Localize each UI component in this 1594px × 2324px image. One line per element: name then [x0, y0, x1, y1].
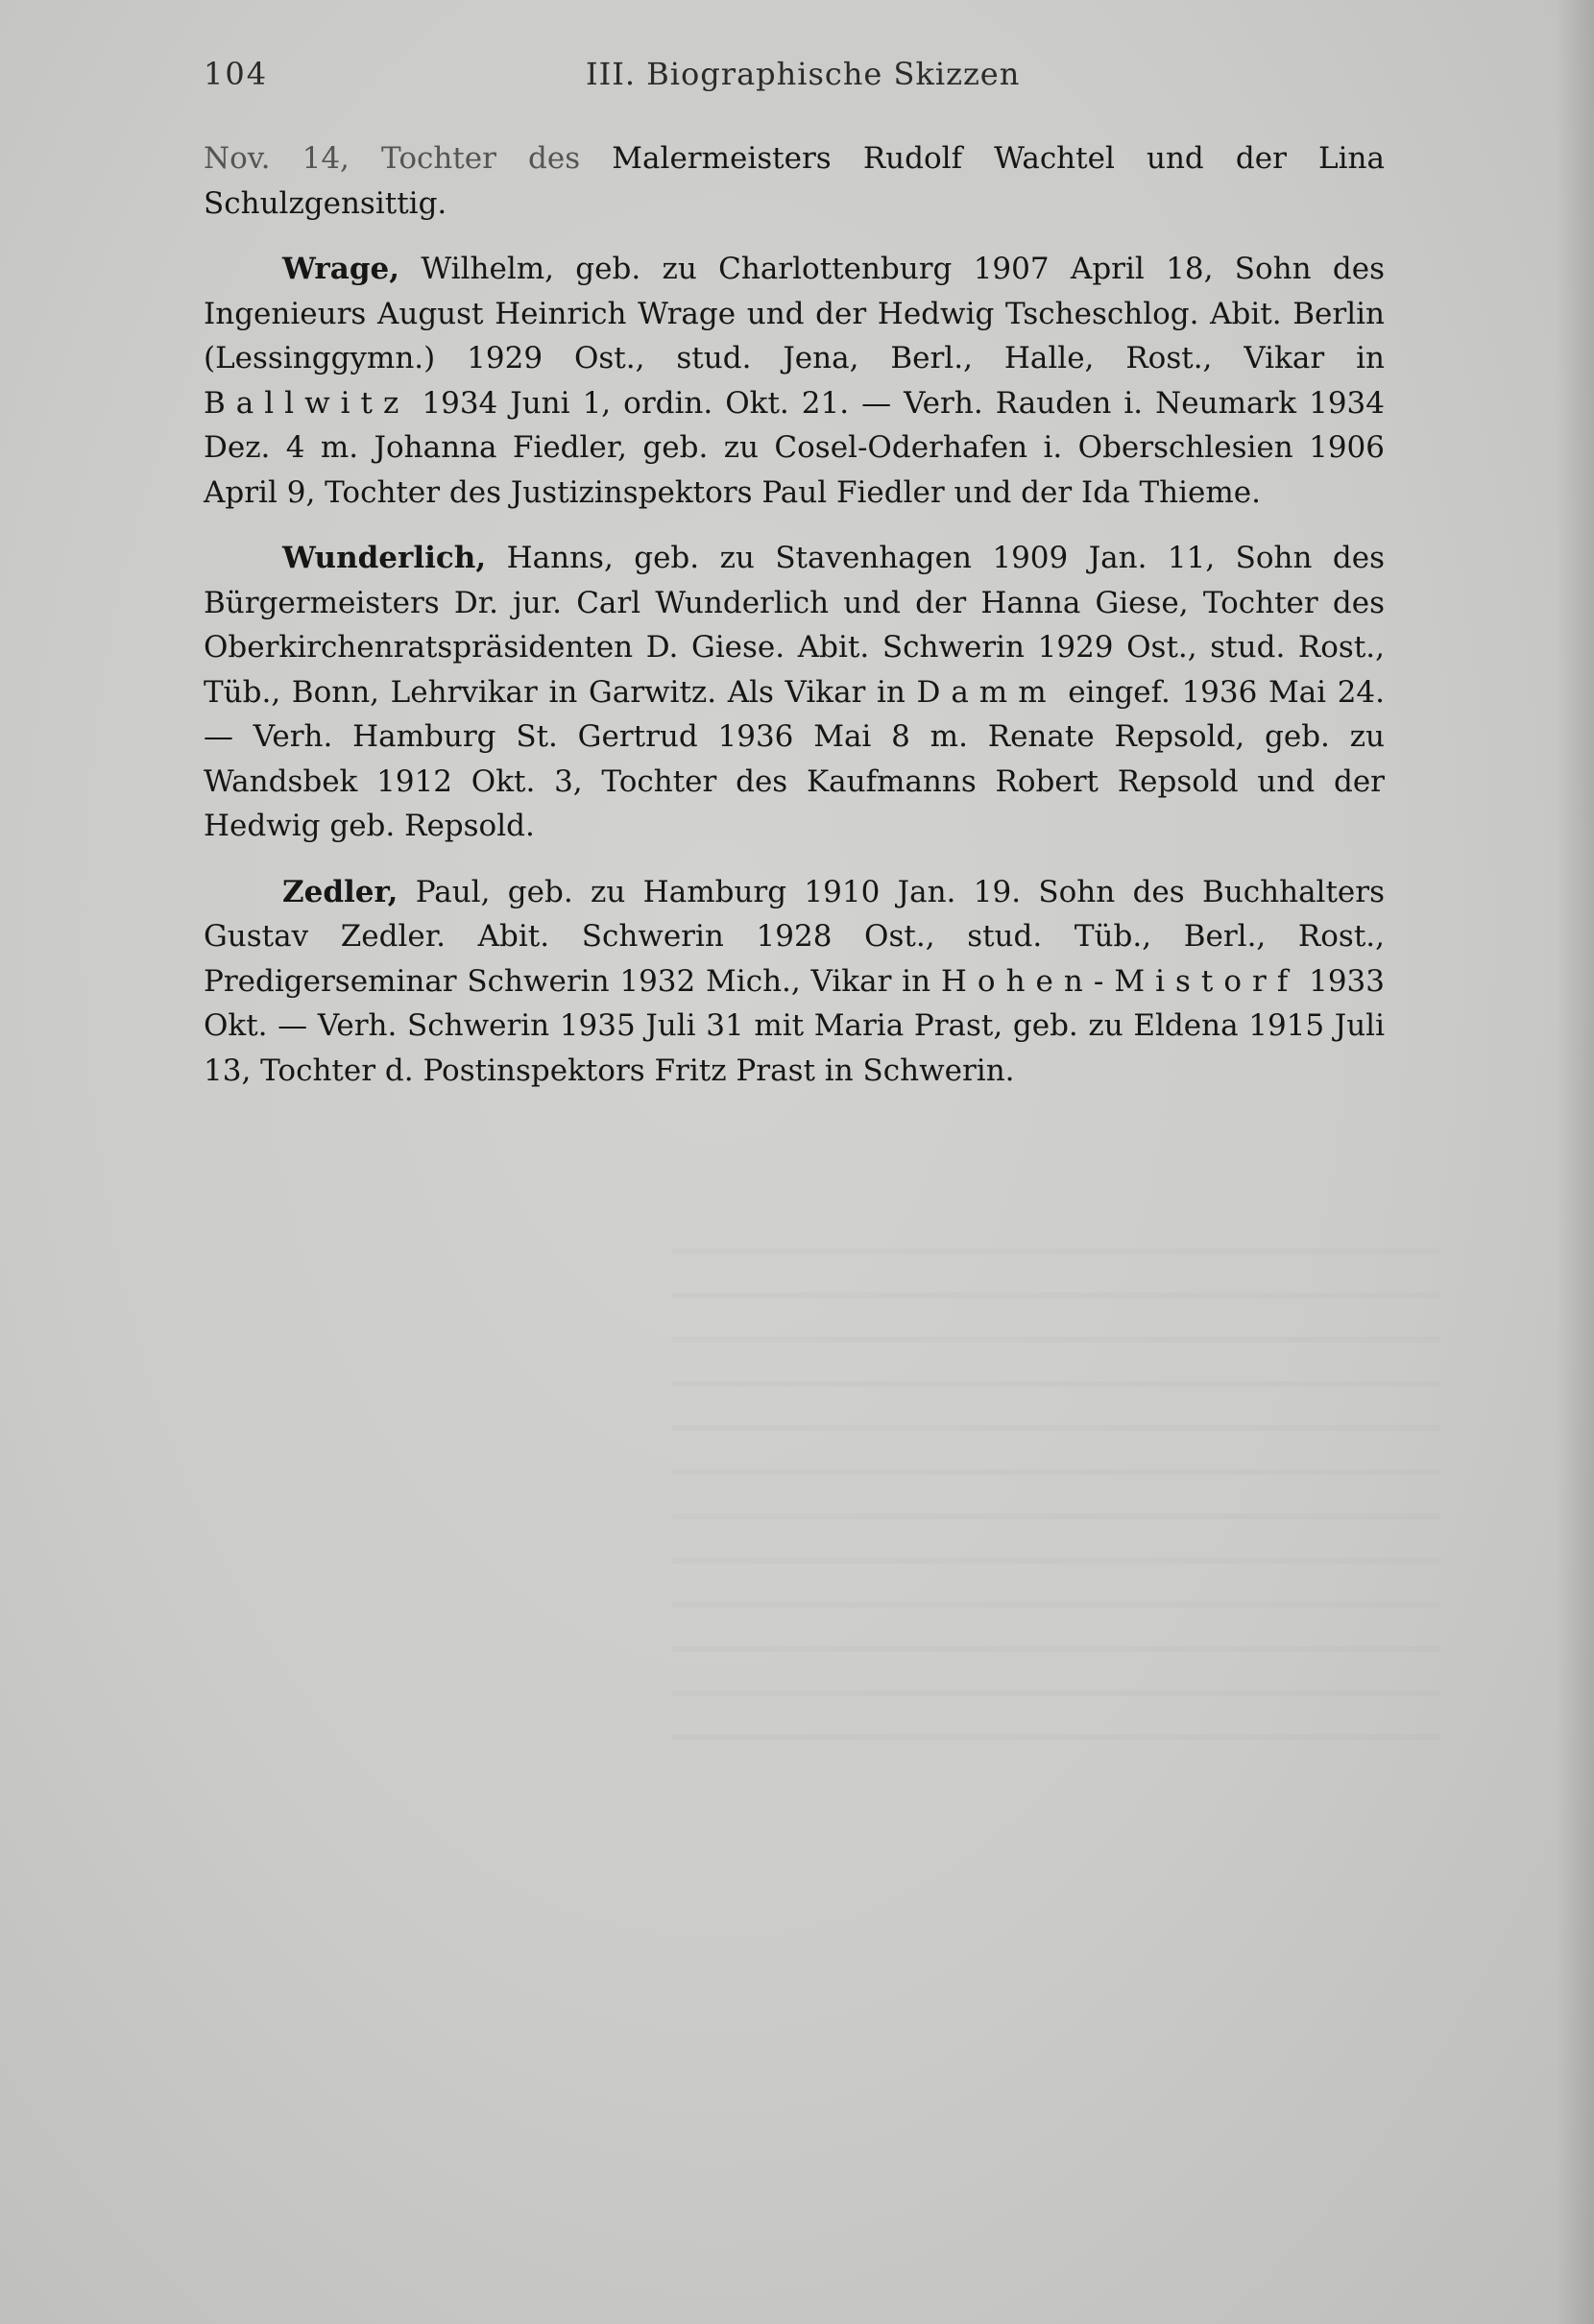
entry-text-part-b: 1933 Okt. — Verh. Schwerin 1935 Juli 31 mit Maria Prast, geb. zu Eldena 1915 Juli 13, Tochter d. Postinspektors Fritz Prast in Schwerin.: [204, 963, 1386, 1088]
entry-text-part-b: 1934 Juni 1, ordin. Okt. 21. — Verh. Rauden i. Neumark 1934 Dez. 4 m. Johanna Fiedler, geb. zu Cosel-Oderhafen i. Oberschlesien 1906 April 9, Tochter des Justizinspektors Paul Fiedler und der Ida Thieme.: [204, 385, 1385, 510]
entry-text-part-a: Hanns, geb. zu Stavenhagen 1909 Jan. 11, Sohn des Bürgermeisters Dr. jur. Carl Wunderlich und der Hanna Giese, Tochter des Oberkirchenratspräsidenten D. Giese. Abit. Schwerin 1929 Ost., stud. Rost., Tüb., Bonn, Lehrvikar in Garwitz. Als Vikar in: [204, 541, 1385, 710]
entry-lead-faded: Nov. 14, Tochter des: [204, 141, 581, 176]
entry-place: Damm: [916, 674, 1057, 710]
show-through-texture: [672, 1248, 1440, 1748]
running-head: [204, 56, 1385, 104]
page-edge-shadow: [1556, 0, 1594, 2324]
entry-name: Wrage,: [282, 252, 400, 286]
running-head-title: III. Biographische Skizzen: [586, 56, 1021, 92]
entry-name: Zedler,: [282, 874, 398, 909]
entry-text-part-a: Paul, geb. zu Hamburg 1910 Jan. 19. Sohn des Buchhalters Gustav Zedler. Abit. Schwerin 1928 Ost., stud. Tüb., Berl., Rost., Predigerseminar Schwerin 1932 Mich., Vikar in: [204, 874, 1385, 999]
entry-place: Ballwitz: [204, 385, 410, 421]
entry-text-part-b: eingef. 1936 Mai 24. — Verh. Hamburg St. Gertrud 1936 Mai 8 m. Renate Repsold, geb. zu Wandsbek 1912 Okt. 3, Tochter des Kaufmanns Robert Repsold und der Hedwig geb. Repsold.: [204, 674, 1385, 843]
entry-wunderlich: [204, 536, 1385, 849]
entry-text: Malermeisters Rudolf Wachtel und der Lina Schulzgensittig.: [204, 141, 1385, 221]
entry-name: Wunderlich,: [282, 541, 487, 575]
entry-zedler: [204, 870, 1385, 1094]
page-number: 104: [204, 56, 269, 92]
entry-continuation: [204, 136, 1385, 226]
entry-place: Hohen-Mistorf: [940, 963, 1299, 999]
entry-wrage: [204, 247, 1385, 515]
entry-text-part-a: Wilhelm, geb. zu Charlottenburg 1907 April 18, Sohn des Ingenieurs August Heinrich Wrage und der Hedwig Tscheschlog. Abit. Berlin (Lessinggymn.) 1929 Ost., stud. Jena, Berl., Halle, Rost., Vikar in: [204, 252, 1385, 375]
body-text: [204, 136, 1385, 1093]
